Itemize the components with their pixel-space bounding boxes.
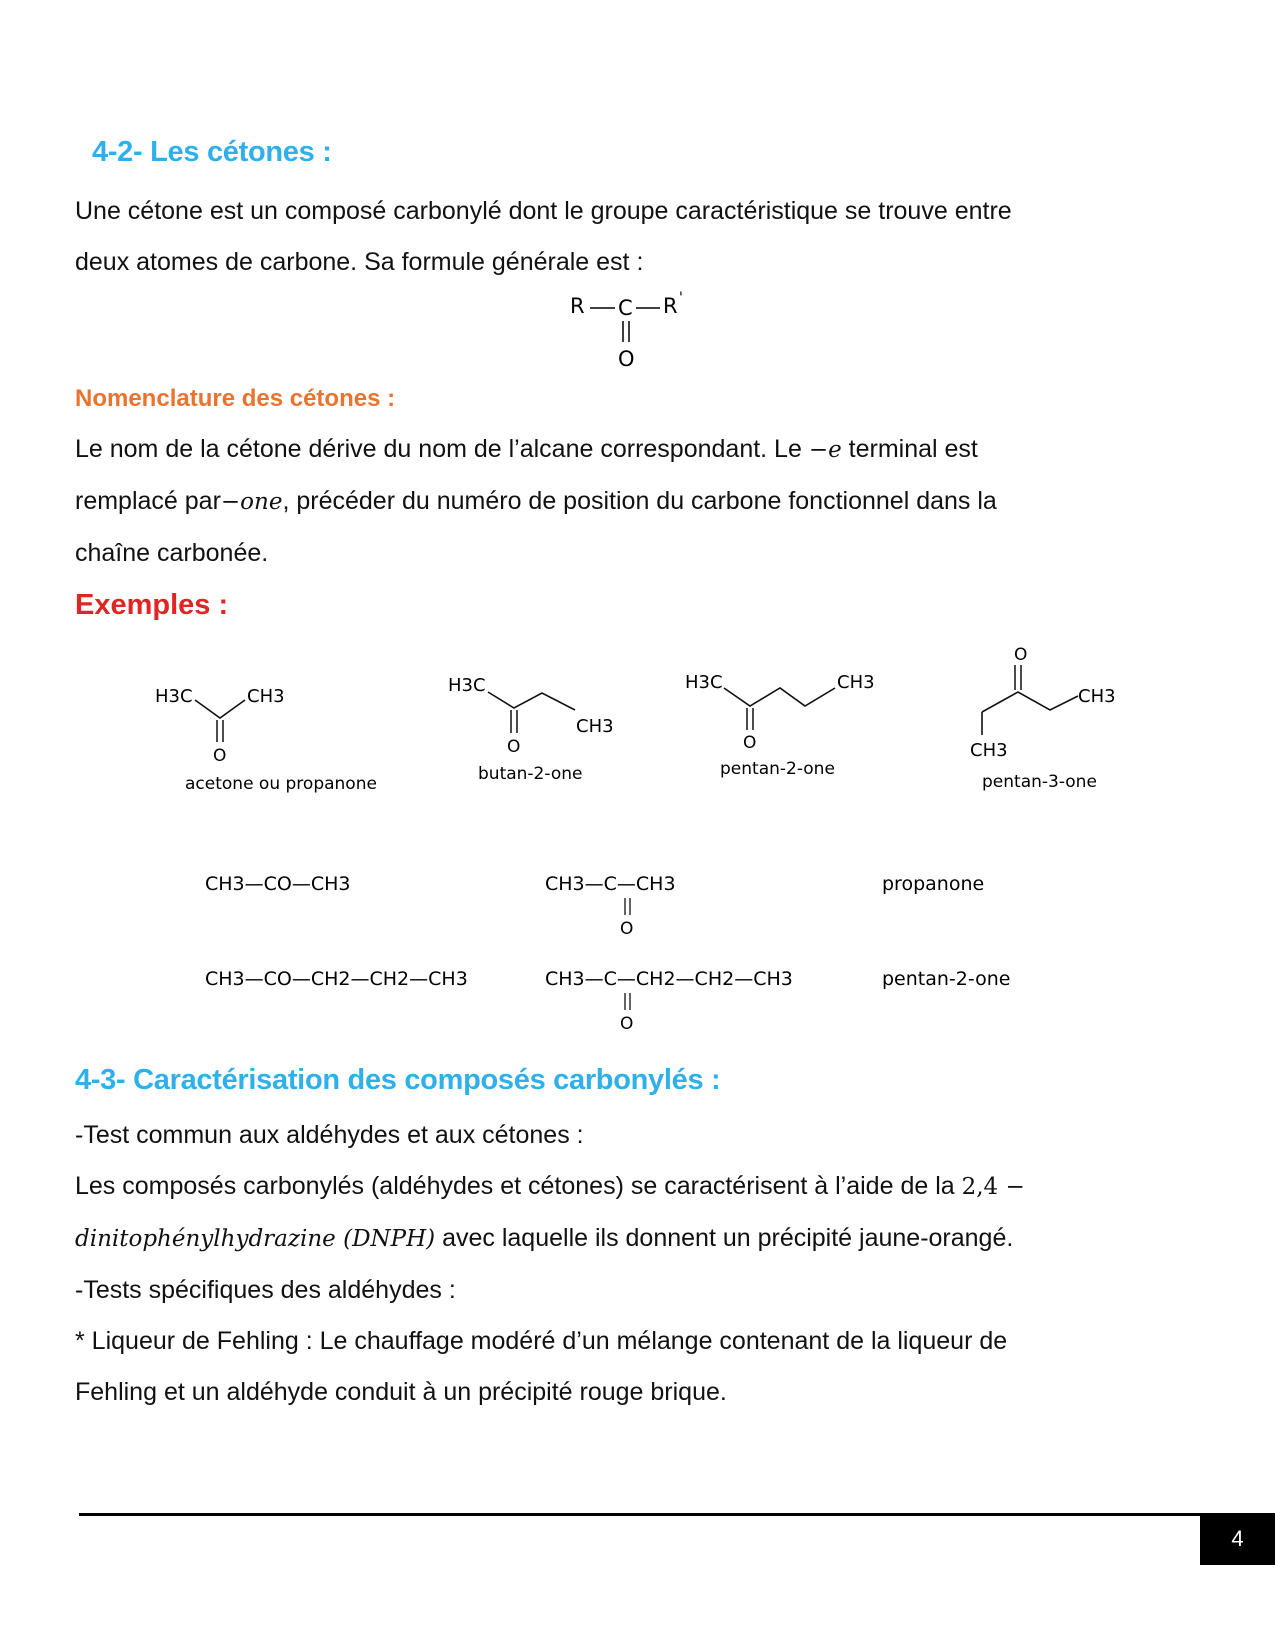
- nomenclature-title: Nomenclature des cétones :: [75, 385, 396, 412]
- caption-pentan-3-one: pentan-3-one: [982, 772, 1097, 792]
- footer-rule: [79, 1513, 1200, 1516]
- pentan3-ch3-right: CH3: [1078, 686, 1116, 707]
- nomenclature-line2-end: , précéder du numéro de position du carbone fonctionnel dans la: [282, 487, 997, 515]
- ketone-intro-line1: Une cétone est un composé carbonylé dont le groupe caractéristique se trouve entre: [75, 197, 1012, 225]
- butanone-h3c: H3C: [448, 675, 486, 696]
- ketone-intro-line2: deux atomes de carbone. Sa formule générale est :: [75, 248, 644, 276]
- pentan2-o: O: [743, 733, 757, 753]
- acetone-h3c: H3C: [155, 686, 193, 707]
- pentanone-o: O: [620, 1014, 634, 1034]
- structure-pentan-3-one: [960, 640, 1140, 810]
- nomenclature-text: [75, 424, 1235, 579]
- acetone-o: O: [213, 746, 227, 766]
- test-specific: -Tests spécifiques des aldéhydes :: [75, 1276, 456, 1304]
- characterisation-text: [75, 1110, 1240, 1418]
- formula-o: O: [618, 347, 635, 371]
- dnph-line2-text: avec laquelle ils donnent un précipité jaune-orangé.: [435, 1224, 1014, 1252]
- formula-prime-mark: ': [679, 290, 683, 306]
- nomenclature-line2: [75, 476, 1235, 528]
- dnph-line1: [75, 1161, 1240, 1213]
- acetone-ch3: CH3: [247, 686, 285, 707]
- propanone-condensed: CH3—CO—CH3: [205, 873, 351, 895]
- page-number: 4: [1200, 1513, 1275, 1565]
- pentan3-o: O: [1014, 645, 1028, 665]
- pentan2-h3c: H3C: [685, 672, 723, 693]
- propanone-o: O: [620, 919, 634, 939]
- formula-row-pentan-2-one: [200, 955, 1060, 1035]
- caption-acetone: acetone ou propanone: [185, 774, 377, 794]
- caption-pentan-2-one: pentan-2-one: [720, 759, 835, 779]
- nomenclature-line1: [75, 424, 1235, 476]
- structure-pentan-2-one: [680, 660, 910, 790]
- formula-row-propanone: [200, 860, 1060, 940]
- ketone-intro: [75, 186, 1225, 288]
- general-formula: [560, 290, 710, 374]
- dnph-line1-text: Les composés carbonylés (aldéhydes et cétones) se caractérisent à l’aide de la: [75, 1172, 962, 1200]
- butanone-ch3: CH3: [576, 716, 614, 737]
- dnph-line2: [75, 1213, 1240, 1265]
- propanone-name: propanone: [882, 873, 985, 895]
- pentan3-ch3-bottom: CH3: [970, 740, 1008, 761]
- nomenclature-line1-text: Le nom de la cétone dérive du nom de l’alcane correspondant. Le: [75, 435, 809, 463]
- formula-r: R: [570, 294, 585, 318]
- structure-acetone: [145, 660, 405, 800]
- math-e-suffix: −e: [808, 437, 842, 463]
- caption-butan-2-one: butan-2-one: [478, 764, 583, 784]
- structure-butan-2-one: [440, 660, 640, 790]
- nomenclature-line1-end: terminal est: [841, 435, 978, 463]
- nomenclature-line2-text: remplacé par: [75, 487, 221, 515]
- formula-r-prime: R: [663, 294, 678, 318]
- math-dnph: dinitophénylhydrazine (DNPH): [75, 1226, 436, 1252]
- nomenclature-line3: chaîne carbonée.: [75, 539, 269, 567]
- pentanone-condensed: CH3—CO—CH2—CH2—CH3: [205, 968, 468, 990]
- pentanone-name: pentan-2-one: [882, 968, 1011, 990]
- section-title-characterisation: 4-3- Caractérisation des composés carbonylés :: [75, 1064, 721, 1096]
- math-2-4: 2,4 −: [961, 1174, 1025, 1200]
- fehling-line2: Fehling et un aldéhyde conduit à un précipité rouge brique.: [75, 1378, 727, 1406]
- formula-c: C: [618, 296, 633, 320]
- pentan2-ch3: CH3: [837, 672, 875, 693]
- butanone-o: O: [507, 737, 521, 757]
- fehling-line1: * Liqueur de Fehling : Le chauffage modéré d’un mélange contenant de la liqueur de: [75, 1327, 1008, 1355]
- pentanone-semi: CH3—C—CH2—CH2—CH3: [545, 968, 793, 990]
- section-title-ketones: 4-2- Les cétones :: [92, 136, 332, 168]
- test-common: -Test commun aux aldéhydes et aux cétones :: [75, 1121, 584, 1149]
- propanone-semi: CH3—C—CH3: [545, 873, 676, 895]
- math-one-suffix: −one: [220, 489, 283, 515]
- examples-title: Exemples :: [75, 589, 229, 621]
